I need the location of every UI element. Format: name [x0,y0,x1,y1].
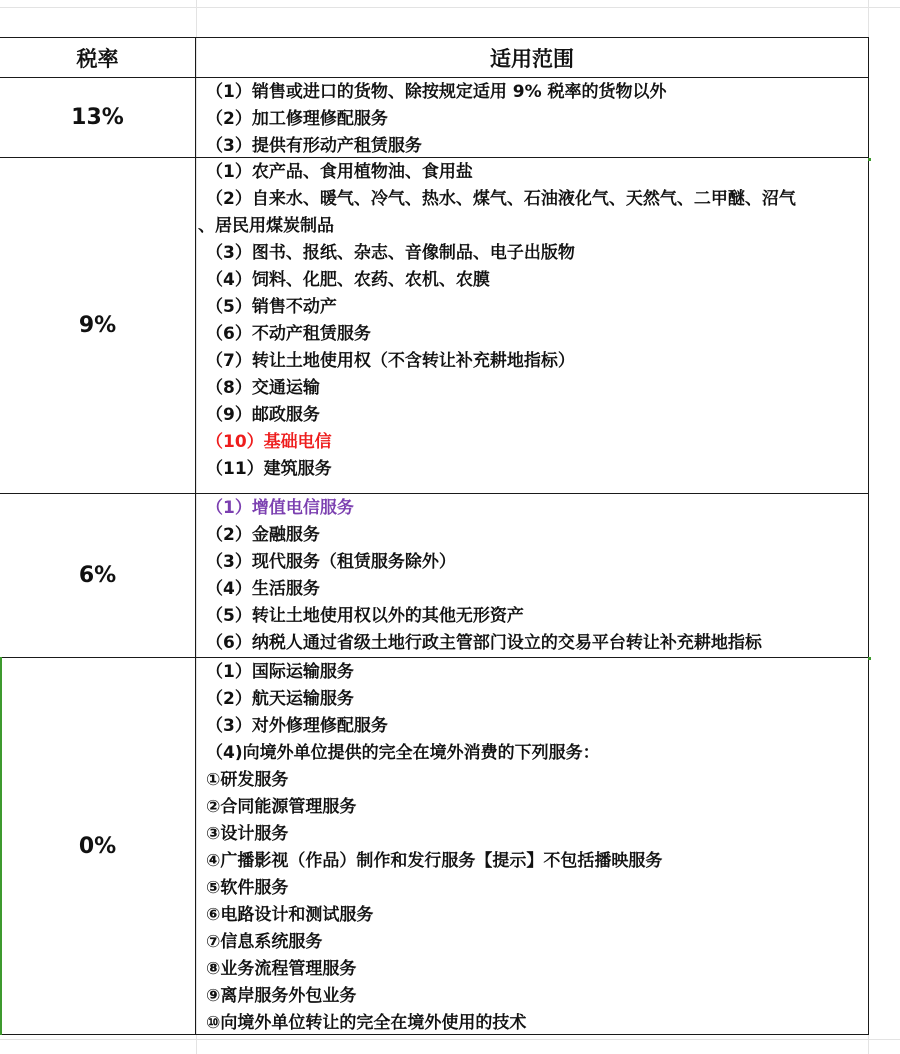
scope-item: ⑩向境外单位转让的完全在境外使用的技术 [206,1013,527,1033]
scope-item: ③设计服务 [206,824,289,844]
scope-item: （1）农产品、食用植物油、食用盐 [206,162,473,182]
table-row-9 [0,158,869,494]
rate-cell[interactable]: 9% [0,158,196,493]
scope-item: （1）销售或进口的货物、除按规定适用 9% 税率的货物以外 [206,82,667,102]
scope-item: （5）转让土地使用权以外的其他无形资产 [206,606,524,626]
scope-item: （7）转让土地使用权（不含转让补充耕地指标） [206,351,575,371]
rate-cell[interactable]: 0% [0,658,196,1034]
scope-item: ⑥电路设计和测试服务 [206,905,374,925]
scope-item: （11）建筑服务 [206,459,332,479]
scope-cell[interactable] [196,494,869,657]
scope-item: ⑧业务流程管理服务 [206,959,357,979]
scope-item: （9）邮政服务 [206,405,320,425]
scope-item: （3）现代服务（租赁服务除外） [206,552,456,572]
scope-item: （2）加工修理修配服务 [206,109,388,129]
scope-cell[interactable] [196,78,869,157]
table-row-6 [0,494,869,658]
scope-item: ①研发服务 [206,770,289,790]
scope-item: （2）金融服务 [206,525,320,545]
scope-item: （2）自来水、暖气、冷气、热水、煤气、石油液化气、天然气、二甲醚、沼气 [206,189,796,209]
scope-item: （4)向境外单位提供的完全在境外消费的下列服务： [206,743,600,763]
scope-item: （8）交通运输 [206,378,320,398]
grid-row-line [0,7,900,8]
scope-item: ⑦信息系统服务 [206,932,323,952]
scope-item: （3）对外修理修配服务 [206,716,388,736]
scope-item: （5）销售不动产 [206,297,337,317]
scope-cell[interactable] [196,658,869,1034]
selection-handle [868,657,871,660]
grid-row-line [0,1039,900,1040]
scope-item: （3）提供有形动产租赁服务 [206,136,422,156]
rate-cell[interactable]: 6% [0,494,196,657]
scope-item: （1）国际运输服务 [206,662,354,682]
selection-border [0,657,2,1035]
table-row-13 [0,78,869,158]
scope-item: ②合同能源管理服务 [206,797,357,817]
scope-item: （10）基础电信 [206,432,332,452]
scope-cell[interactable] [196,158,869,493]
scope-item: （4）饲料、化肥、农药、农机、农膜 [206,270,490,290]
scope-item: ④广播影视（作品）制作和发行服务【提示】不包括播映服务 [206,851,663,871]
scope-item: ⑨离岸服务外包业务 [206,986,357,1006]
rate-cell[interactable]: 13% [0,78,196,157]
scope-item: （3）图书、报纸、杂志、音像制品、电子出版物 [206,243,575,263]
table-row-0 [0,658,869,1035]
scope-item: （1）增值电信服务 [206,498,354,518]
header-rate-cell[interactable]: 税率 [0,38,196,77]
scope-item: （6）纳税人通过省级土地行政主管部门设立的交易平台转让补充耕地指标 [206,633,762,653]
scope-item: （6）不动产租赁服务 [206,324,371,344]
scope-item: 、居民用煤炭制品 [198,216,334,236]
selection-handle [868,158,871,161]
table-header-row [0,37,869,78]
header-scope-cell[interactable]: 适用范围 [196,38,869,77]
scope-item: （4）生活服务 [206,579,320,599]
scope-item: （2）航天运输服务 [206,689,354,709]
scope-item: ⑤软件服务 [206,878,289,898]
